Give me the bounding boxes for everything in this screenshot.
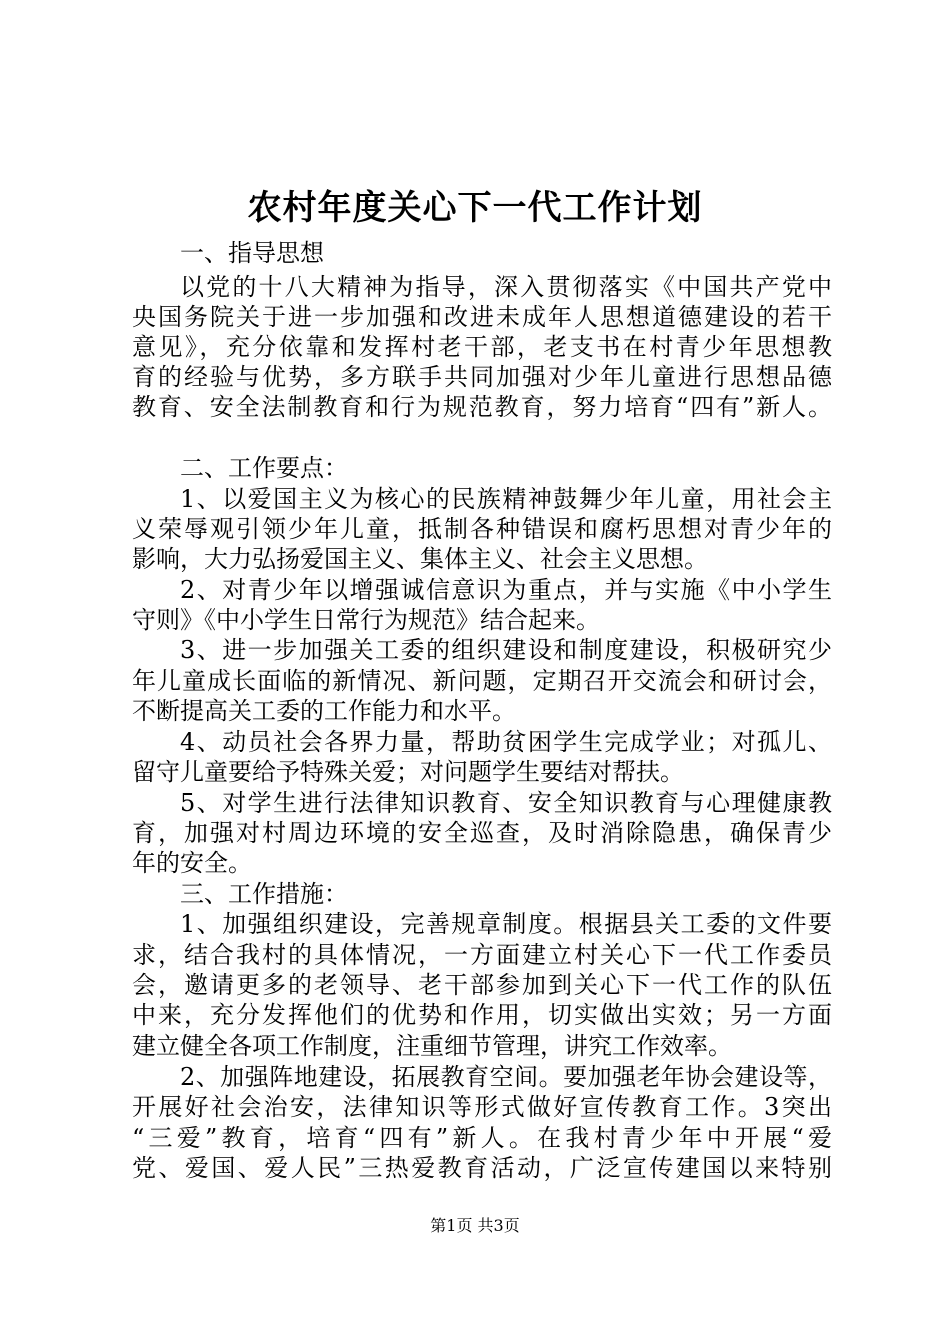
- heading-work-points: 二、工作要点：: [180, 454, 348, 482]
- body-line: 3、进一步加强关工委的组织建设和制度建设，积极研究少: [180, 636, 832, 664]
- body-line: 2、加强阵地建设，拓展教育空间。要加强老年协会建设等，: [180, 1063, 832, 1091]
- document-title: 农村年度关心下一代工作计划: [247, 188, 703, 228]
- body-line: 4、动员社会各界力量，帮助贫困学生完成学业；对孤儿、: [180, 728, 832, 756]
- body-line: 不断提高关工委的工作能力和水平。: [132, 697, 516, 725]
- body-line: “三爱”教育，培育“四有”新人。在我村青少年中开展“爱: [132, 1124, 832, 1152]
- body-line: 1、加强组织建设，完善规章制度。根据县关工委的文件要: [180, 910, 832, 938]
- body-line: 意见》，充分依靠和发挥村老干部，老支书在村青少年思想教: [132, 333, 832, 361]
- body-line: 党、爱国、爱人民”三热爱教育活动，广泛宣传建国以来特别: [132, 1154, 832, 1182]
- body-line: 中来，充分发挥他们的优势和作用，切实做出实效；另一方面: [132, 1001, 832, 1029]
- body-line: 教育、安全法制教育和行为规范教育，努力培育“四有”新人。: [132, 393, 832, 421]
- body-line: 影响，大力弘扬爱国主义、集体主义、社会主义思想。: [132, 545, 708, 573]
- body-line: 开展好社会治安，法律知识等形式做好宣传教育工作。3突出: [132, 1093, 832, 1121]
- body-line: 育的经验与优势，多方联手共同加强对少年儿童进行思想品德: [132, 363, 832, 391]
- body-line: 以党的十八大精神为指导，深入贯彻落实《中国共产党中: [180, 273, 832, 301]
- body-line: 留守儿童要给予特殊关爱；对问题学生要结对帮扶。: [132, 758, 684, 786]
- body-line: 建立健全各项工作制度，注重细节管理，讲究工作效率。: [132, 1032, 732, 1060]
- body-line: 央国务院关于进一步加强和改进未成年人思想道德建设的若干: [132, 303, 832, 331]
- body-line: 5、对学生进行法律知识教育、安全知识教育与心理健康教: [180, 789, 832, 817]
- body-line: 年儿童成长面临的新情况、新问题，定期召开交流会和研讨会，: [132, 667, 832, 695]
- heading-work-measures: 三、工作措施：: [180, 880, 348, 908]
- body-line: 会，邀请更多的老领导、老干部参加到关心下一代工作的队伍: [132, 971, 832, 999]
- heading-guiding-ideology: 一、指导思想: [180, 239, 324, 267]
- body-line: 守则》《中小学生日常行为规范》结合起来。: [132, 606, 600, 634]
- page-number-footer: 第1页 共3页: [430, 1216, 520, 1235]
- body-line: 年的安全。: [132, 849, 252, 877]
- body-line: 育，加强对村周边环境的安全巡查，及时消除隐患，确保青少: [132, 819, 832, 847]
- body-line: 义荣辱观引领少年儿童，抵制各种错误和腐朽思想对青少年的: [132, 515, 832, 543]
- body-line: 2、对青少年以增强诚信意识为重点，并与实施《中小学生: [180, 576, 832, 604]
- body-line: 求，结合我村的具体情况，一方面建立村关心下一代工作委员: [132, 941, 832, 969]
- body-line: 1、以爱国主义为核心的民族精神鼓舞少年儿童，用社会主: [180, 485, 832, 513]
